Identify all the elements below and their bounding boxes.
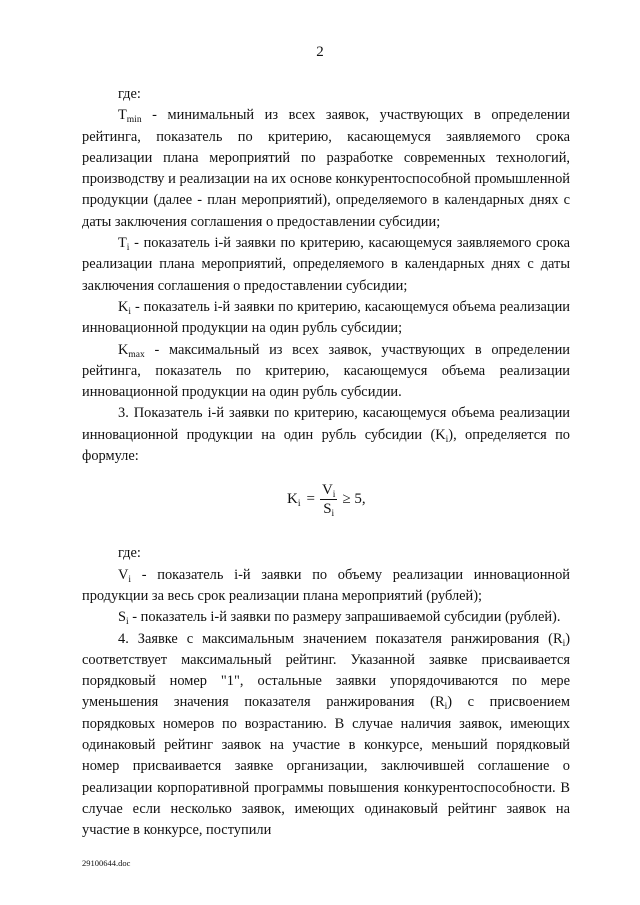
var-s: S <box>118 609 127 626</box>
formula-denominator <box>321 500 336 518</box>
definition-kmax <box>82 340 570 404</box>
item-4-part-2: ) соответствует максимальный рейтинг. Указанной заявке присваивается порядковый номер "1", остальные заявки упорядочиваются по мере уменьшения значения показателя ранжирования (R <box>82 630 570 711</box>
subscript-i: i <box>128 574 132 585</box>
formula-lhs <box>287 489 300 510</box>
definition-text: - показатель i-й заявки по объему реализации инновационной продукции за весь срок реализации плана мероприятий (рублей); <box>82 566 570 604</box>
subscript-i: i <box>126 617 129 628</box>
formula-equals: = <box>306 491 315 508</box>
formula-numerator <box>320 481 337 500</box>
item-3-paragraph <box>82 403 570 467</box>
definition-vi <box>82 565 570 608</box>
var-k: K <box>118 341 129 358</box>
definition-ki <box>82 297 570 340</box>
formula-fraction <box>320 481 337 518</box>
footer-file-code: 29100644.doc <box>82 858 131 868</box>
where-label-1: где: <box>118 86 141 102</box>
var-v: V <box>118 566 129 583</box>
subscript-min: min <box>126 115 142 126</box>
var-t: T <box>118 107 127 124</box>
subscript-i: i <box>445 434 449 445</box>
definition-si <box>82 607 570 628</box>
item-4-part-1: 4. Заявке с максимальным значением показателя ранжирования (R <box>118 630 563 647</box>
definition-text: - показатель i-й заявки по размеру запрашиваемой субсидии (рублей). <box>128 609 561 626</box>
subscript-max: max <box>128 349 145 360</box>
definition-text: - минимальный из всех заявок, участвующих в определении рейтинга, показатель по критерию, касающемуся заявляемого срока реализации плана мероприятий по разработке современных технологий, производству и реализации на их основе конкурентоспособной промышленной продукции (далее - план мероприятий), определяемого в календарных днях с даты заключения соглашения о предоставлении субсидии; <box>82 107 570 230</box>
formula-num-sub: i <box>332 490 336 501</box>
definition-ti <box>82 233 570 297</box>
definition-text: - показатель i-й заявки по критерию, касающемуся объема реализации инновационной продукции на один рубль субсидии; <box>82 298 570 337</box>
formula-den-sub: i <box>331 509 335 520</box>
item-3-text-after: ), определяется по формуле: <box>82 426 570 465</box>
page-number: 2 <box>316 44 324 60</box>
formula-ki <box>287 481 366 518</box>
where-label-2: где: <box>118 545 141 562</box>
subscript-i: i <box>562 638 566 649</box>
formula-rhs: ≥ 5, <box>342 491 366 508</box>
item-4-part-3: ) с присвоением порядковых номеров по возрастанию. В случае наличия заявок, имеющих одинаковый рейтинг заявок на участие в конкурсе, меньший порядковый номер присваивается заявке организации, заключившей соглашение о реализации корпоративной программы повышения конкурентоспособности. В случае если несколько заявок, имеющих одинаковый рейтинг заявок на участие в конкурсе, поступили <box>82 694 570 839</box>
definition-tmin <box>82 105 570 233</box>
subscript-i: i <box>444 702 448 713</box>
subscript-i: i <box>128 306 132 317</box>
item-3-text-before: 3. Показатель i-й заявки по критерию, касающемуся объема реализации инновационной продукции на один рубль субсидии (K <box>82 405 570 443</box>
var-k: K <box>118 298 129 315</box>
formula-lhs-var: K <box>287 491 298 508</box>
formula-block <box>82 475 570 539</box>
formula-den-var: S <box>323 501 332 518</box>
document-body <box>82 84 570 842</box>
subscript-i: i <box>126 243 130 254</box>
var-t: T <box>118 235 127 252</box>
formula-lhs-sub: i <box>297 499 301 510</box>
formula-num-var: V <box>321 482 333 499</box>
item-4-paragraph <box>82 629 570 842</box>
definition-text: - показатель i-й заявки по критерию, касающемуся заявляемого срока реализации плана мероприятий, определяемого в календарных днях с даты заключения соглашения о предоставлении субсидии; <box>82 235 570 294</box>
definition-text: - максимальный из всех заявок, участвующих в определении рейтинга, показатель по критерию, касающемуся объема реализации инновационной продукции на один рубль субсидии. <box>82 341 570 401</box>
